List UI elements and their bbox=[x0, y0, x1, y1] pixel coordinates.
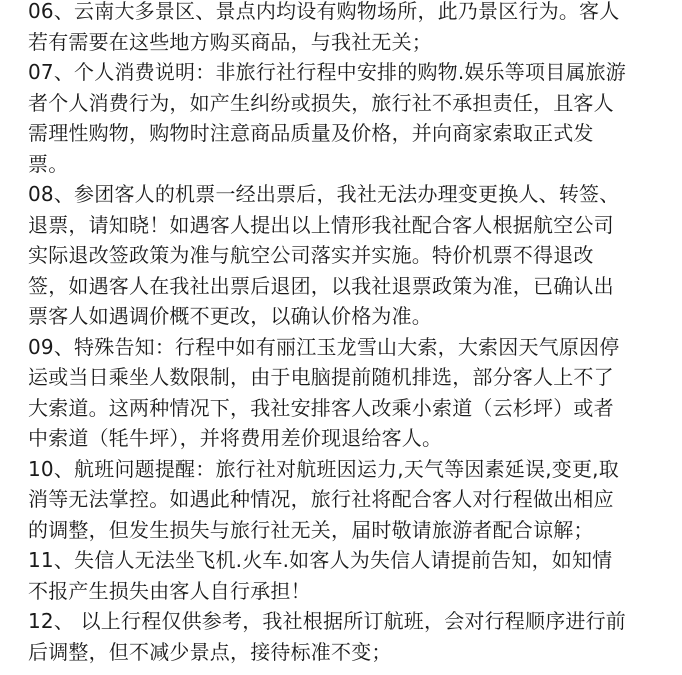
text-line: 运或当日乘坐人数限制，由于电脑提前随机排选，部分客人上不了 bbox=[28, 365, 614, 389]
text-line: 退票，请知晓！如遇客人提出以上情形我社配合客人根据航空公司 bbox=[28, 212, 614, 237]
text-line: 10、航班问题提醒：旅行社对航班因运力,天气等因素延误,变更,取 bbox=[28, 456, 619, 481]
text-line: 票。 bbox=[28, 151, 69, 176]
text-line: 若有需要在这些地方购买商品，与我社无关； bbox=[28, 29, 432, 54]
text-line: 09、特殊告知：行程中如有丽江玉龙雪山大索，大索因天气原因停 bbox=[28, 334, 620, 359]
text-line: 07、个人消费说明：非旅行社行程中安排的购物.娱乐等项目属旅游 bbox=[28, 60, 627, 84]
notice-text bbox=[28, 0, 660, 667]
text-line: 12、 以上行程仅供参考，我社根据所订航班，会对行程顺序进行前 bbox=[28, 609, 627, 633]
text-line: 消等无法掌控。如遇此种情况，旅行社将配合客人对行程做出相应 bbox=[28, 487, 614, 511]
text-line: 11、失信人无法坐飞机.火车.如客人为失信人请提前告知，如知情 bbox=[28, 548, 613, 572]
text-line: 实际退改签政策为准与航空公司落实并实施。特价机票不得退改 bbox=[28, 243, 594, 267]
text-line: 中索道（牦牛坪），并将费用差价现退给客人。 bbox=[28, 426, 443, 450]
text-line: 签，如遇客人在我社出票后退团，以我社退票政策为准，已确认出 bbox=[28, 273, 614, 298]
text-line: 后调整，但不减少景点，接待标准不变； bbox=[28, 639, 392, 664]
text-line: 大索道。这两种情况下，我社安排客人改乘小索道（云杉坪）或者 bbox=[28, 395, 614, 420]
text-line: 者个人消费行为，如产生纠纷或损失，旅行社不承担责任，且客人 bbox=[28, 90, 614, 115]
text-line: 需理性购物，购物时注意商品质量及价格，并向商家索取正式发 bbox=[28, 121, 594, 145]
text-line: 票客人如遇调价概不更改，以确认价格为准。 bbox=[28, 304, 432, 328]
text-line: 不报产生损失由客人自行承担！ bbox=[28, 578, 311, 603]
text-line: 06、云南大多景区、景点内均设有购物场所，此乃景区行为。客人 bbox=[28, 0, 620, 23]
text-line: 08、参团客人的机票一经出票后，我社无法办理变更换人、转签、 bbox=[28, 182, 620, 206]
text-line: 的调整，但发生损失与旅行社无关，届时敬请旅游者配合谅解； bbox=[28, 517, 594, 542]
